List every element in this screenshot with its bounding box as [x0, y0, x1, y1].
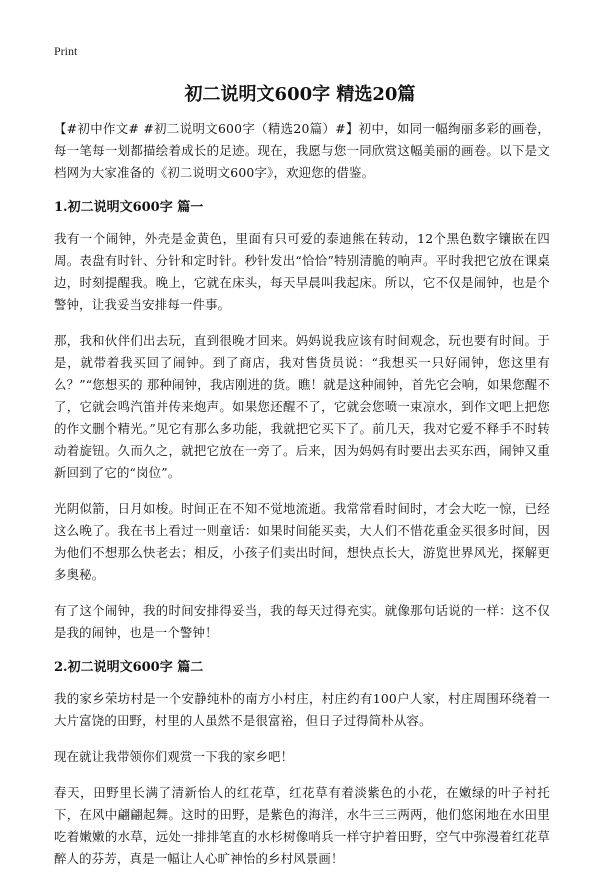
paragraph: 我的家乡荣坊村是一个安静纯朴的南方小村庄，村庄约有100户人家，村庄周围环绕着一大片富饶的田野，村里的人虽然不是很富裕，但日子过得简朴从容。 — [54, 691, 550, 728]
paragraph: 光阴似箭，日月如梭。时间正在不知不觉地流逝。我常常看时间时，才会大吃一惊，已经这么晚了。我在书上看过一则童话：如果时间能买卖，大人们不惜花重金买很多时间，因为他们不想那么快老去；相反，小孩子们卖出时间，想快点长大，游览世界风光，探解更多奥秘。 — [54, 501, 550, 582]
section-heading: 2.初二说明文600字 篇二 — [54, 660, 204, 675]
paragraph: 我有一个闹钟，外壳是金黄色，里面有只可爱的泰迪熊在转动，12个黑色数字镶嵌在四周。表盘有时针、分针和定时针。秒针发出“恰恰”特别清脆的响声。平时我把它放在课桌边，时刻提醒我。晚上，它就在床头，每天早晨叫我起床。所以，它不仅是闹钟，也是个警钟，让我妥当安排每一件事。 — [54, 231, 550, 312]
article-section — [54, 198, 550, 644]
article-section — [54, 658, 550, 870]
section-heading: 1.初二说明文600字 篇一 — [54, 200, 204, 215]
page-title: 初二说明文600字 精选20篇 — [184, 84, 416, 105]
document-body — [54, 118, 550, 884]
paragraph: 那，我和伙伴们出去玩，直到很晚才回来。妈妈说我应该有时间观念，玩也要有时间。于是，就带着我买回了闹钟。到了商店，我对售货员说：“我想买一只好闹钟，您这里有么？”“您想买的 那种闹钟，我店刚进的货。瞧！就是这种闹钟，首先它会响，如果您醒不了，它就会鸣汽笛并传来炮声。如果您还醒不了，它就会您喷一束凉水，到作文吧上把您的作文删个精光。”见它有那么多功能，我就把它买下了。前几天，我对它爱不释手不时转动着旋钮。久而久之，就把它放在一旁了。后来，因为妈妈有时要出去买东西，闹钟又重新回到了它的“岗位”。 — [54, 333, 550, 480]
paragraph: 春天，田野里长满了清新怡人的红花草，红花草有着淡紫色的小花，在嫩绿的叶子衬托下，在风中翩翩起舞。这时的田野，是紫色的海洋，水牛三三两两，他们悠闲地在水田里吃着嫩嫩的水草，远处一排排笔直的水杉树像哨兵一样守护着田野，空气中弥漫着红花草醉人的芬芳，真是一幅让人心旷神怡的乡村风景画！ — [54, 785, 550, 866]
print-link[interactable]: Print — [54, 44, 78, 58]
intro-paragraph: 【#初中作文# #初二说明文600字（精选20篇）#】初中，如同一幅绚丽多彩的画卷，每一笔每一划都描绘着成长的足迹。现在，我愿与您一同欣赏这幅美丽的画卷。以下是文档网为大家准备的《初二说明文600字》，欢迎您的借鉴。 — [54, 121, 550, 180]
paragraph: 现在就让我带领你们观赏一下我的家乡吧！ — [54, 749, 294, 764]
paragraph: 有了这个闹钟，我的时间安排得妥当，我的每天过得充实。就像那句话说的一样：这不仅是我的闹钟，也是一个警钟！ — [54, 603, 550, 640]
